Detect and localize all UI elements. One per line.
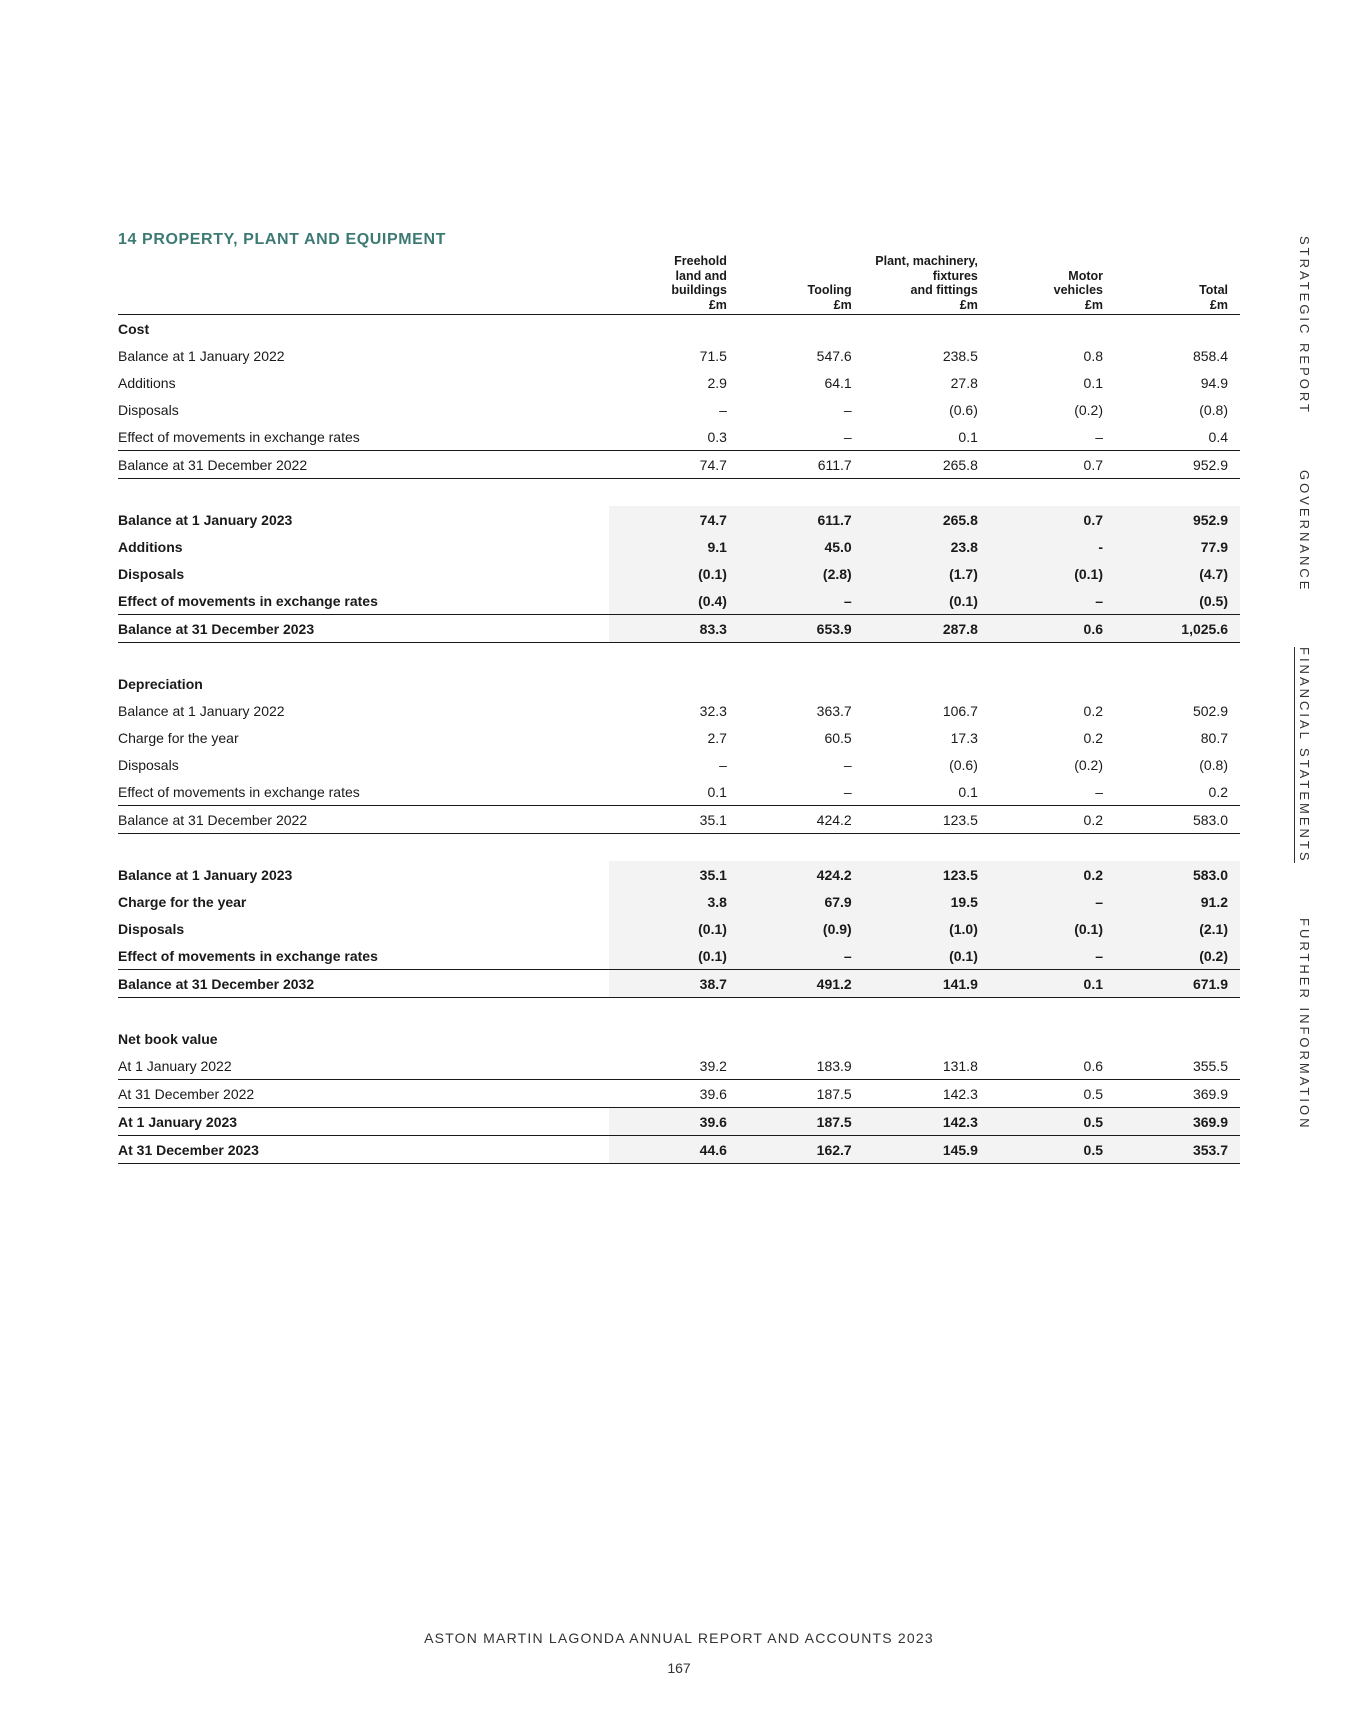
value-cell: 45.0 bbox=[735, 533, 860, 560]
value-cell: (0.5) bbox=[1111, 587, 1240, 615]
value-cell: 94.9 bbox=[1200, 374, 1228, 391]
value-cell: (0.9) bbox=[735, 915, 860, 942]
value-cell: (0.8) bbox=[1199, 756, 1228, 773]
table-row bbox=[118, 970, 1240, 998]
value-cell: 287.8 bbox=[860, 615, 986, 643]
row-label: Balance at 1 January 2022 bbox=[118, 702, 285, 719]
row-label: Effect of movements in exchange rates bbox=[118, 947, 378, 964]
row-label: At 31 December 2022 bbox=[118, 1080, 609, 1108]
value-cell: 369.9 bbox=[1111, 1080, 1240, 1108]
value-cell: 671.9 bbox=[1111, 970, 1240, 998]
value-cell: 238.5 bbox=[942, 347, 978, 364]
value-cell: 67.9 bbox=[735, 888, 860, 915]
value-cell: 858.4 bbox=[1192, 347, 1228, 364]
table-row bbox=[118, 342, 1240, 369]
value-cell: 952.9 bbox=[1111, 506, 1240, 533]
value-cell: 0.6 bbox=[986, 615, 1111, 643]
col-header-total: Total £m bbox=[1111, 254, 1240, 315]
value-cell: 145.9 bbox=[860, 1136, 986, 1164]
value-cell: 39.6 bbox=[609, 1108, 735, 1136]
value-cell: 142.3 bbox=[860, 1080, 986, 1108]
value-cell: 2.9 bbox=[707, 374, 727, 391]
table-row bbox=[118, 778, 1240, 806]
row-label: Balance at 1 January 2022 bbox=[118, 347, 285, 364]
row-label: Effect of movements in exchange rates bbox=[118, 592, 378, 609]
table-row bbox=[118, 560, 1240, 587]
header-label-cell bbox=[118, 254, 609, 315]
value-cell: 187.5 bbox=[735, 1108, 860, 1136]
table-row bbox=[118, 396, 1240, 423]
value-cell: 74.7 bbox=[609, 506, 735, 533]
value-cell: 491.2 bbox=[735, 970, 860, 998]
value-cell: (2.1) bbox=[1111, 915, 1240, 942]
value-cell: 2.7 bbox=[707, 729, 727, 746]
value-cell: 355.5 bbox=[1111, 1052, 1240, 1080]
table-row bbox=[118, 587, 1240, 615]
value-cell: (0.1) bbox=[609, 560, 735, 587]
value-cell: (0.1) bbox=[986, 915, 1111, 942]
value-cell: 424.2 bbox=[735, 806, 860, 834]
section-heading: Net book value bbox=[118, 1030, 218, 1047]
value-cell: (0.1) bbox=[609, 915, 735, 942]
footer-title: ASTON MARTIN LAGONDA ANNUAL REPORT AND ACCOUNTS 2023 bbox=[424, 1630, 934, 1646]
value-cell: (0.1) bbox=[860, 587, 986, 615]
table-body bbox=[118, 315, 1240, 1164]
value-cell: (0.2) bbox=[1111, 942, 1240, 970]
value-cell: 131.8 bbox=[860, 1052, 986, 1080]
value-cell: 583.0 bbox=[1111, 806, 1240, 834]
row-label: Charge for the year bbox=[118, 893, 247, 910]
value-cell: 0.2 bbox=[1083, 729, 1103, 746]
value-cell: 123.5 bbox=[860, 861, 986, 888]
value-cell: 9.1 bbox=[609, 533, 735, 560]
value-cell: 162.7 bbox=[735, 1136, 860, 1164]
section-heading: Cost bbox=[118, 320, 150, 337]
value-cell: (4.7) bbox=[1111, 560, 1240, 587]
nav-strategic-report[interactable]: STRATEGIC REPORT bbox=[1297, 236, 1312, 415]
row-label: Disposals bbox=[118, 756, 179, 773]
value-cell: 0.1 bbox=[1083, 374, 1103, 391]
value-cell: 123.5 bbox=[860, 806, 986, 834]
value-cell: 77.9 bbox=[1111, 533, 1240, 560]
value-cell: 0.6 bbox=[986, 1052, 1111, 1080]
value-cell: 32.3 bbox=[699, 702, 727, 719]
value-cell: 502.9 bbox=[1192, 702, 1228, 719]
col-header-motor: Motor vehicles £m bbox=[986, 254, 1111, 315]
value-cell: 23.8 bbox=[860, 533, 986, 560]
section-heading-row bbox=[118, 1025, 1240, 1052]
row-label: Balance at 31 December 2022 bbox=[118, 806, 609, 834]
value-cell: 0.2 bbox=[986, 806, 1111, 834]
value-cell: 91.2 bbox=[1111, 888, 1240, 915]
nav-governance[interactable]: GOVERNANCE bbox=[1297, 469, 1312, 593]
value-cell: – bbox=[719, 401, 727, 418]
value-cell: 265.8 bbox=[860, 506, 986, 533]
row-label: At 1 January 2023 bbox=[118, 1108, 609, 1136]
table-row bbox=[118, 615, 1240, 643]
table-row bbox=[118, 806, 1240, 834]
spacer-row bbox=[118, 998, 1240, 1026]
row-label: At 1 January 2022 bbox=[118, 1052, 609, 1080]
table-row bbox=[118, 506, 1240, 533]
value-cell: (1.0) bbox=[860, 915, 986, 942]
row-label: Balance at 31 December 2022 bbox=[118, 451, 609, 479]
value-cell: – bbox=[843, 401, 852, 418]
value-cell: 3.8 bbox=[609, 888, 735, 915]
value-cell: (0.1) bbox=[609, 942, 735, 970]
col-header-tooling: Tooling £m bbox=[735, 254, 860, 315]
value-cell: 60.5 bbox=[824, 729, 852, 746]
value-cell: – bbox=[735, 587, 860, 615]
side-navigation bbox=[1294, 236, 1312, 1130]
col-header-plant: Plant, machinery, fixtures and fittings £m bbox=[860, 254, 986, 315]
value-cell: 141.9 bbox=[860, 970, 986, 998]
value-cell: 0.7 bbox=[986, 506, 1111, 533]
value-cell: 547.6 bbox=[816, 347, 852, 364]
value-cell: (0.2) bbox=[1074, 401, 1103, 418]
table-row bbox=[118, 1136, 1240, 1164]
section-title: 14 PROPERTY, PLANT AND EQUIPMENT bbox=[118, 231, 446, 248]
value-cell: 0.2 bbox=[986, 861, 1111, 888]
value-cell: 0.5 bbox=[986, 1080, 1111, 1108]
value-cell: 0.7 bbox=[986, 451, 1111, 479]
table-row bbox=[118, 751, 1240, 778]
value-cell: 369.9 bbox=[1111, 1108, 1240, 1136]
row-label: Additions bbox=[118, 538, 183, 555]
table-row bbox=[118, 423, 1240, 451]
value-cell: 187.5 bbox=[735, 1080, 860, 1108]
table-row bbox=[118, 1052, 1240, 1080]
value-cell: (0.4) bbox=[609, 587, 735, 615]
value-cell: 71.5 bbox=[699, 347, 727, 364]
table-header-row bbox=[118, 254, 1240, 315]
value-cell: (1.7) bbox=[860, 560, 986, 587]
value-cell: 17.3 bbox=[950, 729, 978, 746]
value-cell: 74.7 bbox=[609, 451, 735, 479]
value-cell: 653.9 bbox=[735, 615, 860, 643]
value-cell: 0.5 bbox=[986, 1108, 1111, 1136]
row-label: Disposals bbox=[118, 401, 179, 418]
table-row bbox=[118, 451, 1240, 479]
value-cell: – bbox=[986, 942, 1111, 970]
value-cell: 0.1 bbox=[707, 783, 727, 800]
table-row bbox=[118, 1108, 1240, 1136]
section-heading-row bbox=[118, 315, 1240, 343]
value-cell: 0.2 bbox=[1208, 783, 1228, 800]
value-cell: 80.7 bbox=[1200, 729, 1228, 746]
section-heading-row bbox=[118, 670, 1240, 697]
value-cell: - bbox=[986, 533, 1111, 560]
value-cell: 27.8 bbox=[950, 374, 978, 391]
value-cell: 0.4 bbox=[1208, 428, 1228, 445]
page-number: 167 bbox=[667, 1660, 691, 1676]
value-cell: 35.1 bbox=[609, 806, 735, 834]
table-row bbox=[118, 915, 1240, 942]
row-label: Disposals bbox=[118, 920, 185, 937]
value-cell: 424.2 bbox=[735, 861, 860, 888]
value-cell: 19.5 bbox=[860, 888, 986, 915]
col-header-freehold: Freehold land and buildings £m bbox=[609, 254, 735, 315]
row-label: Effect of movements in exchange rates bbox=[118, 428, 360, 445]
value-cell: (2.8) bbox=[735, 560, 860, 587]
value-cell: – bbox=[986, 587, 1111, 615]
value-cell: 353.7 bbox=[1111, 1136, 1240, 1164]
row-label: Effect of movements in exchange rates bbox=[118, 783, 360, 800]
value-cell: 952.9 bbox=[1111, 451, 1240, 479]
value-cell: 611.7 bbox=[735, 506, 860, 533]
spacer-row bbox=[118, 643, 1240, 671]
value-cell: 35.1 bbox=[609, 861, 735, 888]
table-row bbox=[118, 942, 1240, 970]
value-cell: 106.7 bbox=[942, 702, 978, 719]
value-cell: 142.3 bbox=[860, 1108, 986, 1136]
value-cell: (0.6) bbox=[949, 401, 978, 418]
nav-financial-statements[interactable]: FINANCIAL STATEMENTS bbox=[1294, 647, 1312, 864]
spacer-row bbox=[118, 834, 1240, 862]
table-row bbox=[118, 533, 1240, 560]
table-row bbox=[118, 724, 1240, 751]
value-cell: (0.6) bbox=[949, 756, 978, 773]
value-cell: 0.1 bbox=[958, 428, 978, 445]
value-cell: 64.1 bbox=[824, 374, 852, 391]
table-row bbox=[118, 369, 1240, 396]
spacer-row bbox=[118, 479, 1240, 507]
value-cell: – bbox=[843, 756, 852, 773]
value-cell: – bbox=[719, 756, 727, 773]
value-cell: 183.9 bbox=[735, 1052, 860, 1080]
value-cell: 0.5 bbox=[986, 1136, 1111, 1164]
value-cell: – bbox=[986, 888, 1111, 915]
value-cell: – bbox=[735, 942, 860, 970]
value-cell: 265.8 bbox=[860, 451, 986, 479]
row-label: Additions bbox=[118, 374, 176, 391]
value-cell: 0.1 bbox=[958, 783, 978, 800]
table-row bbox=[118, 888, 1240, 915]
table-row bbox=[118, 697, 1240, 724]
value-cell: – bbox=[1095, 428, 1103, 445]
value-cell: 39.2 bbox=[609, 1052, 735, 1080]
value-cell: 44.6 bbox=[609, 1136, 735, 1164]
value-cell: 611.7 bbox=[735, 451, 860, 479]
row-label: Balance at 31 December 2023 bbox=[118, 615, 609, 643]
value-cell: 83.3 bbox=[609, 615, 735, 643]
value-cell: 38.7 bbox=[609, 970, 735, 998]
table-row bbox=[118, 861, 1240, 888]
value-cell: – bbox=[843, 428, 852, 445]
value-cell: 583.0 bbox=[1111, 861, 1240, 888]
value-cell: 0.2 bbox=[1083, 702, 1103, 719]
row-label: Balance at 1 January 2023 bbox=[118, 866, 293, 883]
row-label: Balance at 1 January 2023 bbox=[118, 511, 293, 528]
value-cell: (0.2) bbox=[1074, 756, 1103, 773]
value-cell: – bbox=[1095, 783, 1103, 800]
value-cell: 1,025.6 bbox=[1111, 615, 1240, 643]
value-cell: 39.6 bbox=[609, 1080, 735, 1108]
value-cell: 0.3 bbox=[707, 428, 727, 445]
value-cell: (0.1) bbox=[860, 942, 986, 970]
value-cell: – bbox=[843, 783, 852, 800]
table-row bbox=[118, 1080, 1240, 1108]
row-label: Charge for the year bbox=[118, 729, 239, 746]
nav-further-information[interactable]: FURTHER INFORMATION bbox=[1297, 917, 1312, 1131]
value-cell: 363.7 bbox=[816, 702, 852, 719]
row-label: Disposals bbox=[118, 565, 185, 582]
value-cell: 0.8 bbox=[1083, 347, 1103, 364]
row-label: Balance at 31 December 2032 bbox=[118, 970, 609, 998]
row-label: At 31 December 2023 bbox=[118, 1136, 609, 1164]
ppe-table bbox=[118, 254, 1240, 1164]
value-cell: 0.1 bbox=[986, 970, 1111, 998]
value-cell: (0.1) bbox=[986, 560, 1111, 587]
value-cell: (0.8) bbox=[1199, 401, 1228, 418]
section-heading: Depreciation bbox=[118, 675, 203, 692]
